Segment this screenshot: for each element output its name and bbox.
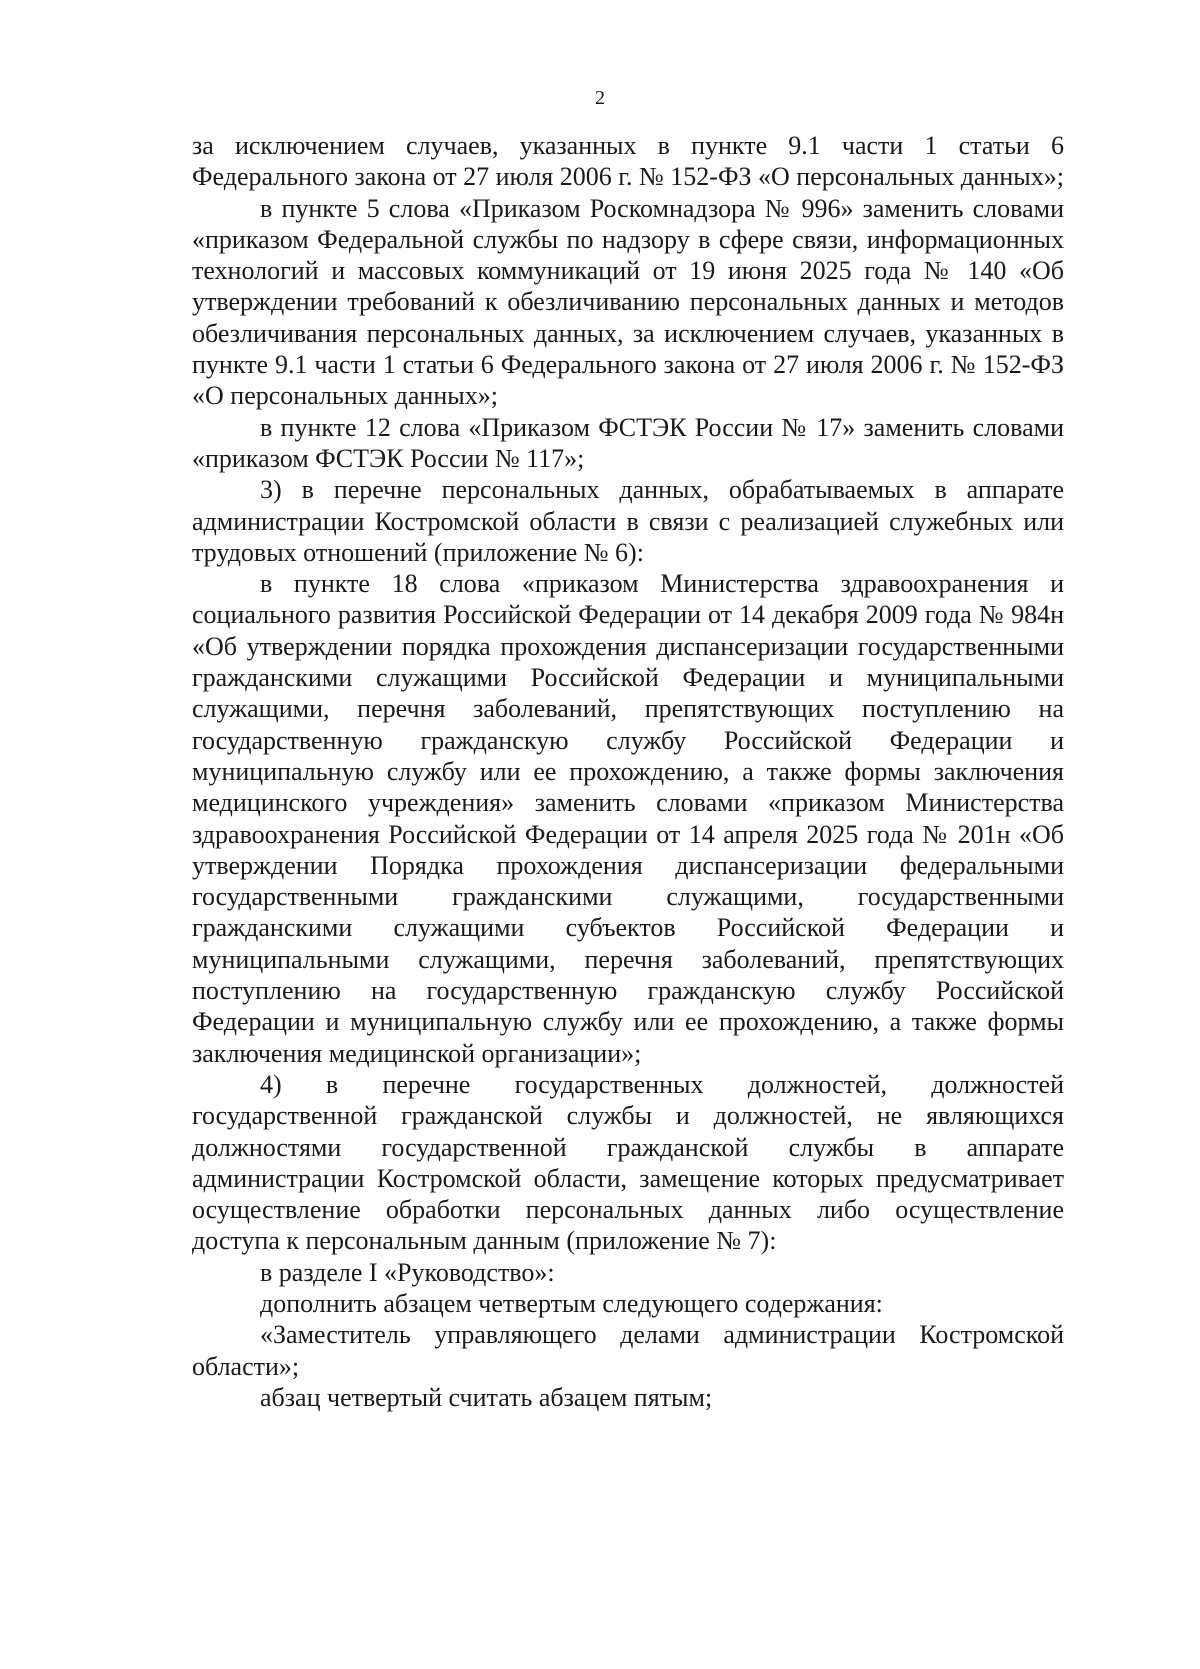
paragraph-7: в разделе I «Руководство»: [260, 1257, 555, 1287]
paragraph-10: абзац четвертый считать абзацем пятым; [260, 1382, 713, 1412]
paragraph-6: 4) в перечне государственных должностей, должностей государственной гражданской службы и должностей, не являющихся должностями государственной гражданской службы в аппарате администрации Костромской области, замещение которых предусматривает осуществление обработки персональных данных либо осуществление доступа к персональным данным (приложение № 7): [192, 1069, 1064, 1256]
page-number: 2 [595, 87, 605, 109]
paragraph-2: в пункте 5 слова «Приказом Роскомнадзора № 996» заменить словами «приказом Федеральной службы по надзору в сфере связи, информационных технологий и массовых коммуникаций от 19 июня 2025 года № 140 «Об утверждении требований к обезличиванию персональных данных и методов обезличивания персональных данных, за исключением случаев, указанных в пункте 9.1 части 1 статьи 6 Федерального закона от 27 июля 2006 г. № 152-ФЗ «О персональных данных»; [192, 193, 1064, 411]
paragraph-5: в пункте 18 слова «приказом Министерства здравоохранения и социального развития Российской Федерации от 14 декабря 2009 года № 984н «Об утверждении порядка прохождения диспансеризации государственными гражданскими служащими Российской Федерации и муниципальными служащими, перечня заболеваний, препятствующих поступлению на государственную гражданскую службу Российской Федерации и муниципальную службу или ее прохождению, а также формы заключения медицинского учреждения» заменить словами «приказом Министерства здравоохранения Российской Федерации от 14 апреля 2025 года № 201н «Об утверждении Порядка прохождения диспансеризации федеральными государственными гражданскими служащими, государственными гражданскими служащими субъектов Российской Федерации и муниципальными служащими, перечня заболеваний, препятствующих поступлению на государственную гражданскую службу Российской Федерации и муниципальную службу или ее прохождению, а также формы заключения медицинской организации»; [192, 569, 1064, 1068]
paragraph-8: дополнить абзацем четвертым следующего содержания: [260, 1288, 883, 1318]
paragraph-4: 3) в перечне персональных данных, обрабатываемых в аппарате администрации Костромской области в связи с реализацией служебных или трудовых отношений (приложение № 6): [192, 475, 1064, 567]
paragraph-9: «Заместитель управляющего делами администрации Костромской области»; [192, 1320, 1064, 1381]
paragraph-1: за исключением случаев, указанных в пункте 9.1 части 1 статьи 6 Федерального закона от 27 июля 2006 г. № 152-ФЗ «О персональных данных»; [192, 131, 1064, 192]
document-body [192, 130, 1064, 1413]
paragraph-3: в пункте 12 слова «Приказом ФСТЭК России № 17» заменить словами «приказом ФСТЭК России № 117»; [192, 412, 1064, 473]
